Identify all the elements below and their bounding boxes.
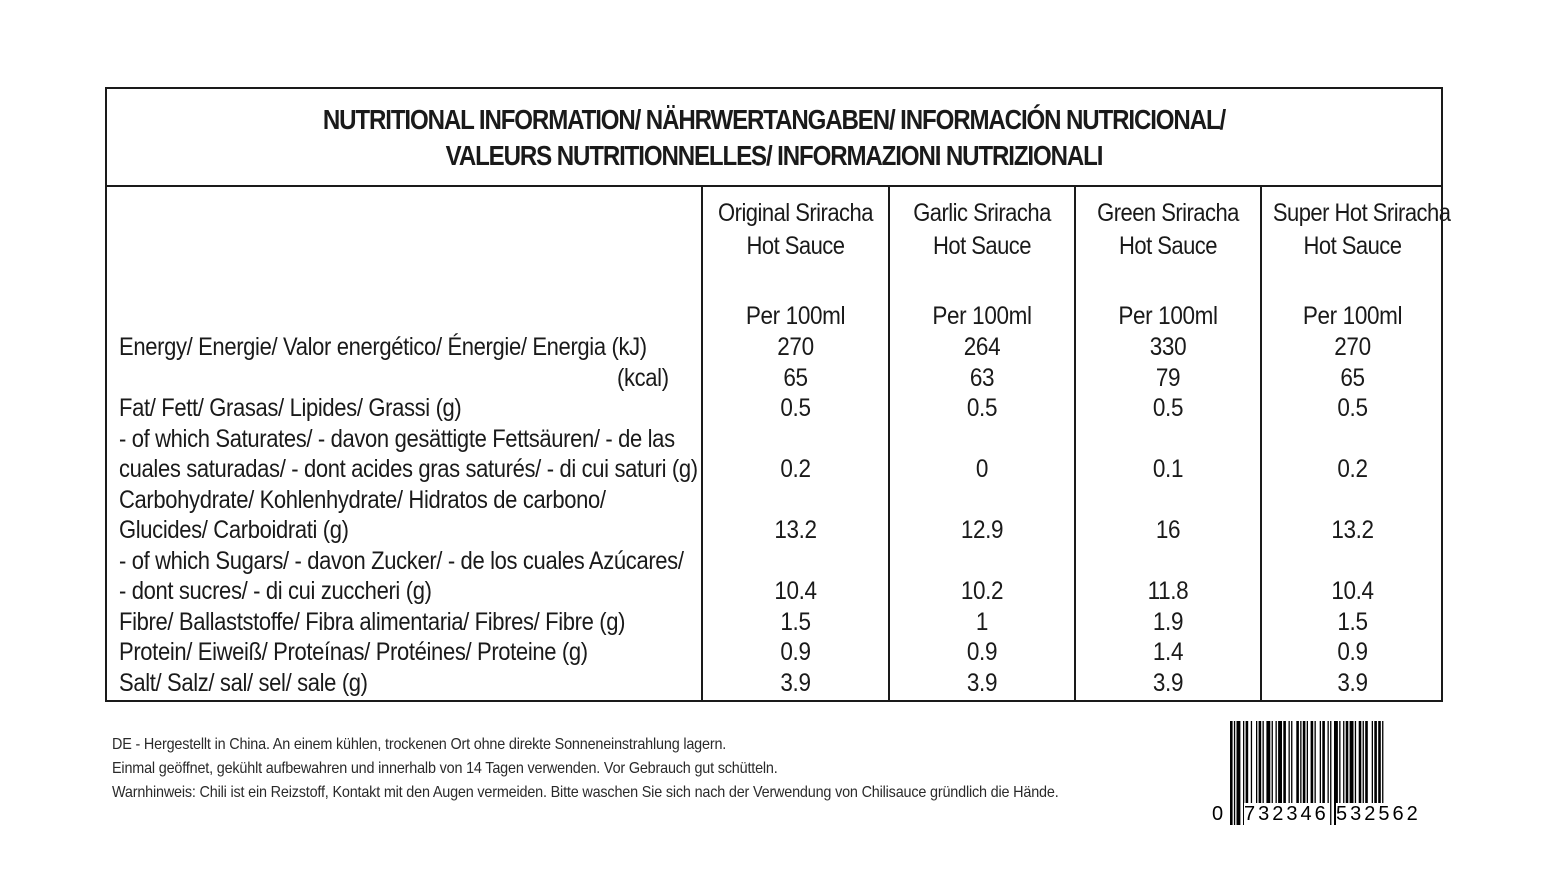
value-salt-col3: 3.9 (1152, 669, 1184, 697)
column-header-super-hot (1272, 197, 1451, 263)
row-label-saturates-2: cuales saturadas/ - dont acides gras saturés/ - di cui saturi (g) (119, 455, 698, 483)
value-energy-kj-col4: 270 (1334, 333, 1371, 361)
value-carbohydrate-col3: 16 (1155, 516, 1181, 544)
value-fat-col4: 0.5 (1337, 394, 1368, 422)
value-energy-kj-col1: 270 (777, 333, 814, 361)
value-saturates-col1: 0.2 (780, 455, 811, 483)
column-divider (888, 187, 890, 700)
product-type: Hot Sauce (1303, 232, 1402, 260)
product-name: Green Sriracha (1097, 199, 1239, 227)
value-energy-kcal-col1: 65 (783, 364, 808, 392)
value-protein-col4: 0.9 (1337, 638, 1368, 666)
product-name: Original Sriracha (718, 199, 873, 227)
barcode-digit-left: 0 (1212, 803, 1224, 825)
title-line-2: VALEURS NUTRITIONNELLES/ INFORMAZIONI NUTRIZIONALI (445, 140, 1103, 171)
value-salt-col1: 3.9 (780, 669, 811, 697)
value-fibre-col1: 1.5 (780, 608, 811, 636)
value-saturates-col4: 0.2 (1337, 455, 1368, 483)
row-label-energy-kj: Energy/ Energie/ Valor energético/ Énergie/ Energia (kJ) (119, 333, 647, 361)
value-carbohydrate-col4: 13.2 (1331, 516, 1374, 544)
value-fibre-col4: 1.5 (1337, 608, 1368, 636)
nutrition-table (105, 87, 1451, 702)
product-type: Hot Sauce (1119, 232, 1217, 260)
value-sugars-col1: 10.4 (774, 577, 817, 605)
column-divider (1074, 187, 1076, 700)
column-header-garlic (901, 197, 1063, 263)
row-label-energy-kcal: (kcal) (617, 364, 669, 392)
footer-line-3: Warnhinweis: Chili ist ein Reizstoff, Kontakt mit den Augen vermeiden. Bitte waschen Sie sich nach der Verwendung von Chilisauce gründlich die Hände. (112, 784, 1059, 801)
row-label-salt: Salt/ Salz/ sal/ sel/ sale (g) (119, 669, 368, 697)
per-unit-label: Per 100ml (1302, 302, 1403, 330)
per-unit-label: Per 100ml (745, 302, 846, 330)
per-unit-label: Per 100ml (1118, 302, 1218, 330)
product-type: Hot Sauce (933, 232, 1031, 260)
value-energy-kcal-col3: 79 (1155, 364, 1181, 392)
barcode-bar (1330, 721, 1331, 825)
value-sugars-col2: 10.2 (960, 577, 1004, 605)
barcode (1212, 718, 1440, 830)
column-divider (1260, 187, 1262, 700)
product-type: Hot Sauce (746, 232, 845, 260)
column-header-green (1087, 197, 1249, 263)
value-fibre-col3: 1.9 (1152, 608, 1184, 636)
row-label-protein: Protein/ Eiweiß/ Proteínas/ Protéines/ Proteine (g) (119, 638, 588, 666)
product-name: Garlic Sriracha (913, 199, 1051, 227)
value-protein-col3: 1.4 (1152, 638, 1184, 666)
footer-line-1: DE - Hergestellt in China. An einem kühlen, trockenen Ort ohne direkte Sonneneinstrahlung lagern. (112, 736, 727, 753)
per-unit-label: Per 100ml (932, 302, 1032, 330)
value-energy-kj-col2: 264 (963, 333, 1001, 361)
value-protein-col1: 0.9 (780, 638, 811, 666)
value-fat-col3: 0.5 (1152, 394, 1184, 422)
row-label-fibre: Fibre/ Ballaststoffe/ Fibra alimentaria/ Fibres/ Fibre (g) (119, 608, 626, 636)
value-energy-kj-col3: 330 (1149, 333, 1187, 361)
row-label-carbohydrate-1: Carbohydrate/ Kohlenhydrate/ Hidratos de carbono/ (119, 486, 606, 514)
value-carbohydrate-col1: 13.2 (774, 516, 817, 544)
barcode-bar (1230, 721, 1233, 825)
value-fat-col2: 0.5 (966, 394, 998, 422)
barcode-bar (1237, 721, 1241, 825)
row-label-fat: Fat/ Fett/ Grasas/ Lipides/ Grassi (g) (119, 394, 462, 422)
storage-instructions (112, 733, 1059, 805)
product-name: Super Hot Sriracha (1272, 199, 1451, 227)
value-saturates-col3: 0.1 (1152, 455, 1184, 483)
value-protein-col2: 0.9 (966, 638, 998, 666)
value-energy-kcal-col4: 65 (1340, 364, 1365, 392)
row-label-sugars-1: - of which Sugars/ - davon Zucker/ - de los cuales Azúcares/ (119, 547, 684, 575)
value-saturates-col2: 0 (975, 455, 989, 483)
value-carbohydrate-col2: 12.9 (960, 516, 1004, 544)
value-salt-col4: 3.9 (1337, 669, 1368, 697)
value-fat-col1: 0.5 (780, 394, 811, 422)
barcode-bar (1234, 721, 1235, 825)
row-label-carbohydrate-2: Glucides/ Carboidrati (g) (119, 516, 349, 544)
value-sugars-col3: 11.8 (1147, 577, 1189, 605)
column-header-original (714, 197, 877, 263)
footer-line-2: Einmal geöffnet, gekühlt aufbewahren und innerhalb von 14 Tagen verwenden. Vor Gebrauch gut schütteln. (112, 760, 778, 777)
barcode-group-1: 732346 (1244, 803, 1329, 825)
row-label-saturates-1: - of which Saturates/ - davon gesättigte Fettsäuren/ - de las (119, 425, 675, 453)
value-sugars-col4: 10.4 (1331, 577, 1374, 605)
title-line-1: NUTRITIONAL INFORMATION/ NÄHRWERTANGABEN/ INFORMACIÓN NUTRICIONAL/ (322, 104, 1226, 135)
barcode-group-2: 532562 (1336, 803, 1421, 825)
row-label-sugars-2: - dont sucres/ - di cui zuccheri (g) (119, 577, 432, 605)
value-energy-kcal-col2: 63 (969, 364, 995, 392)
value-salt-col2: 3.9 (966, 669, 998, 697)
column-divider (701, 187, 703, 700)
value-fibre-col2: 1 (975, 608, 989, 636)
table-title (107, 89, 1441, 187)
